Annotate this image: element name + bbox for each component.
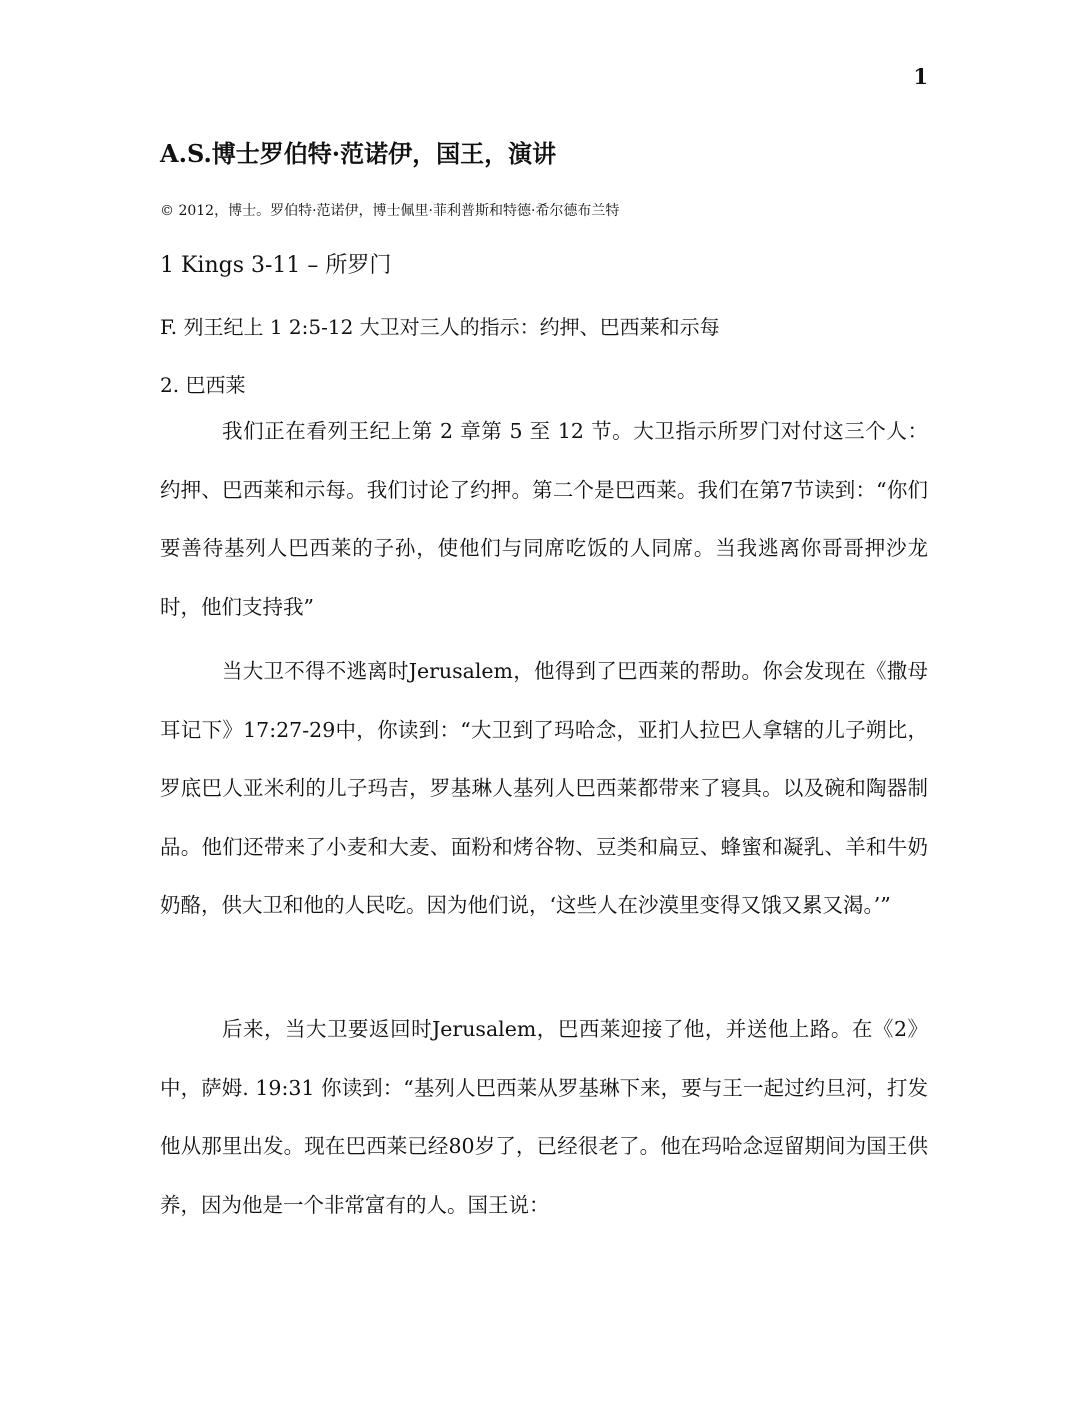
body-paragraph: 当大卫不得不逃离时Jerusalem，他得到了巴西莱的帮助。你会发现在《撒母耳记下》17:27-29中，你读到：“大卫到了玛哈念，亚扪人拉巴人拿辖的儿子朔比，罗底巴人亚米利的儿子玛吉，罗基琳人基列人巴西莱都带来了寝具。以及碗和陶器制品。他们还带来了小麦和大麦、面粉和烤谷物、豆类和扁豆、蜂蜜和凝乳、羊和牛奶奶酪，供大卫和他的人民吃。因为他们说，‘这些人在沙漠里变得又饿又累又渴。’” [160,659,928,917]
copyright-notice: © 2012，博士。罗伯特·范诺伊，博士佩里·菲利普斯和特德·希尔德布兰特 [160,203,620,219]
book-heading: 1 Kings 3-11 – 所罗门 [160,253,392,278]
page-number: 1 [913,64,928,89]
body-paragraph: 后来，当大卫要返回时Jerusalem，巴西莱迎接了他，并送他上路。在《2》中，萨姆. 19:31 你读到：“基列人巴西莱从罗基琳下来，要与王一起过约旦河，打发他从那里出发。现在巴西莱已经80岁了，已经很老了。他在玛哈念逗留期间为国王供养，因为他是一个非常富有的人。国王说： [160,1017,928,1217]
document-title: A.S.博士罗伯特·范诺伊，国王，演讲 [160,139,557,168]
section-heading: F. 列王纪上 1 2:5-12 大卫对三人的指示：约押、巴西莱和示每 [160,315,720,339]
body-paragraph: 我们正在看列王纪上第 2 章第 5 至 12 节。大卫指示所罗门对付这三个人：约押、巴西莱和示每。我们讨论了约押。第二个是巴西莱。我们在第7节读到：“你们要善待基列人巴西莱的子孙，使他们与同席吃饭的人同席。当我逃离你哥哥押沙龙时，他们支持我” [160,419,928,619]
subsection-heading: 2. 巴西莱 [160,373,246,397]
